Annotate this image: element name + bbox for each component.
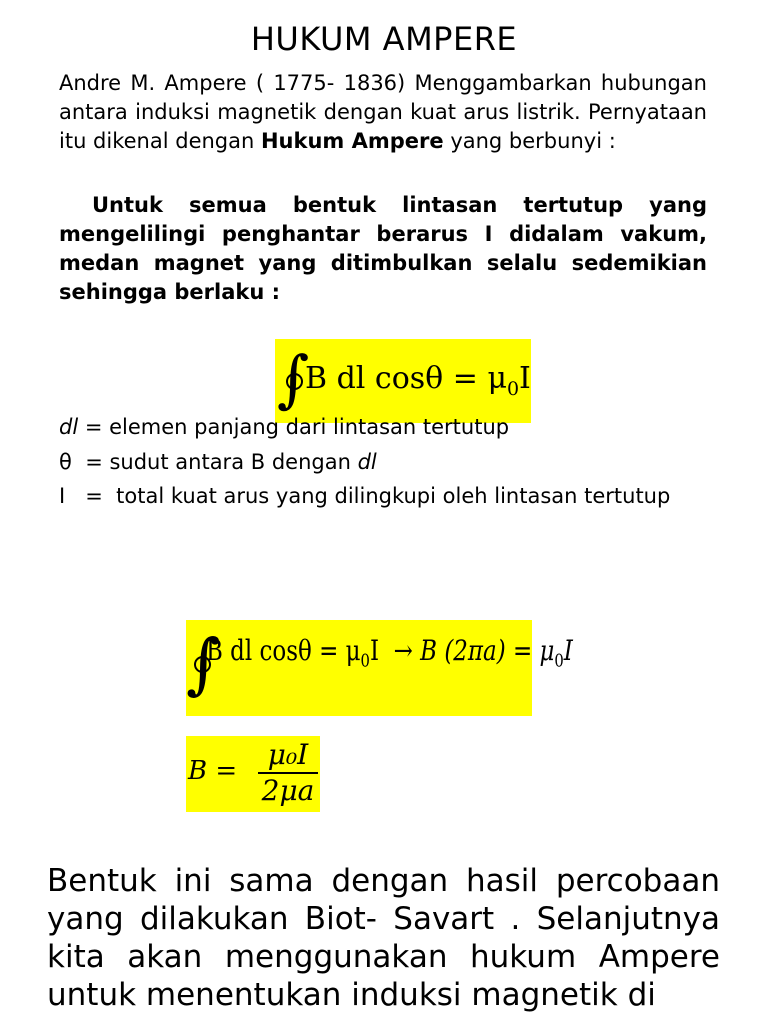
closed-integral-symbol-2: ∫ <box>186 625 221 702</box>
formula1-subscript: 0 <box>506 378 520 400</box>
formula1-integrand: B dl cosθ = μ <box>305 361 507 396</box>
intro-paragraph <box>59 69 707 156</box>
closed-integral-symbol: ∫ <box>277 342 310 415</box>
formula-ampere-law-text <box>305 361 531 400</box>
formula2-right-tail: I <box>563 634 573 667</box>
formula2-left-sub: 0 <box>360 650 370 672</box>
definition-current-text: = total kuat arus yang dilingkupi oleh lintasan tertutup <box>65 484 671 508</box>
conclusion-paragraph: Bentuk ini sama dengan hasil percobaan yang dilakukan Biot- Savart . Selanjutnya kita akan menggunakan hukum Ampere untuk menentukan induksi magnetik di <box>47 863 720 1013</box>
formula-result <box>186 736 320 812</box>
formula-derivation <box>186 620 573 716</box>
formula2-left: B dl cosθ = μ <box>206 634 361 667</box>
definition-current-symbol: I <box>59 484 66 508</box>
fraction-denominator: 2μa <box>261 774 315 807</box>
page-title: HUKUM AMPERE <box>250 20 518 58</box>
fraction-numerator: μ₀I <box>267 738 309 771</box>
formula1-tail: I <box>519 361 531 396</box>
integral-ring <box>286 373 303 390</box>
formula-ampere-law <box>275 339 531 423</box>
definition-dl-text: = elemen panjang dari lintasan tertutup <box>78 415 510 439</box>
formula2-left-tail: I <box>369 634 380 667</box>
intro-bold-term: Hukum Ampere <box>260 129 444 153</box>
definition-theta-text: = sudut antara B dengan <box>71 450 358 474</box>
ampere-statement <box>59 191 707 307</box>
definition-theta-tail: dl <box>357 450 377 474</box>
formula-result-lhs: B = <box>188 756 238 786</box>
definition-dl-symbol: dl <box>59 415 79 439</box>
arrow-icon: → <box>393 634 413 667</box>
intro-text: Andre M. Ampere ( 1775- 1836) Menggambarkan hubungan antara induksi magnetik dengan kuat arus listrik. Pernyataan itu dikenal dengan <box>59 71 707 153</box>
definition-theta-symbol: θ <box>59 450 72 474</box>
formula2-right-sub: 0 <box>554 650 564 672</box>
formula-result-fraction <box>258 740 318 806</box>
definition-dl <box>59 413 707 442</box>
definition-theta <box>59 448 707 477</box>
statement-text: Untuk semua bentuk lintasan tertutup yang mengelilingi penghantar berarus I didalam vakum, medan magnet yang ditimbulkan selalu sedemikian sehingga berlaku : <box>59 193 707 304</box>
formula-derivation-text <box>206 634 573 672</box>
intro-text-after: yang berbunyi : <box>443 129 616 153</box>
formula2-right: B (2πa) = μ <box>420 634 555 667</box>
definition-current <box>59 482 707 511</box>
